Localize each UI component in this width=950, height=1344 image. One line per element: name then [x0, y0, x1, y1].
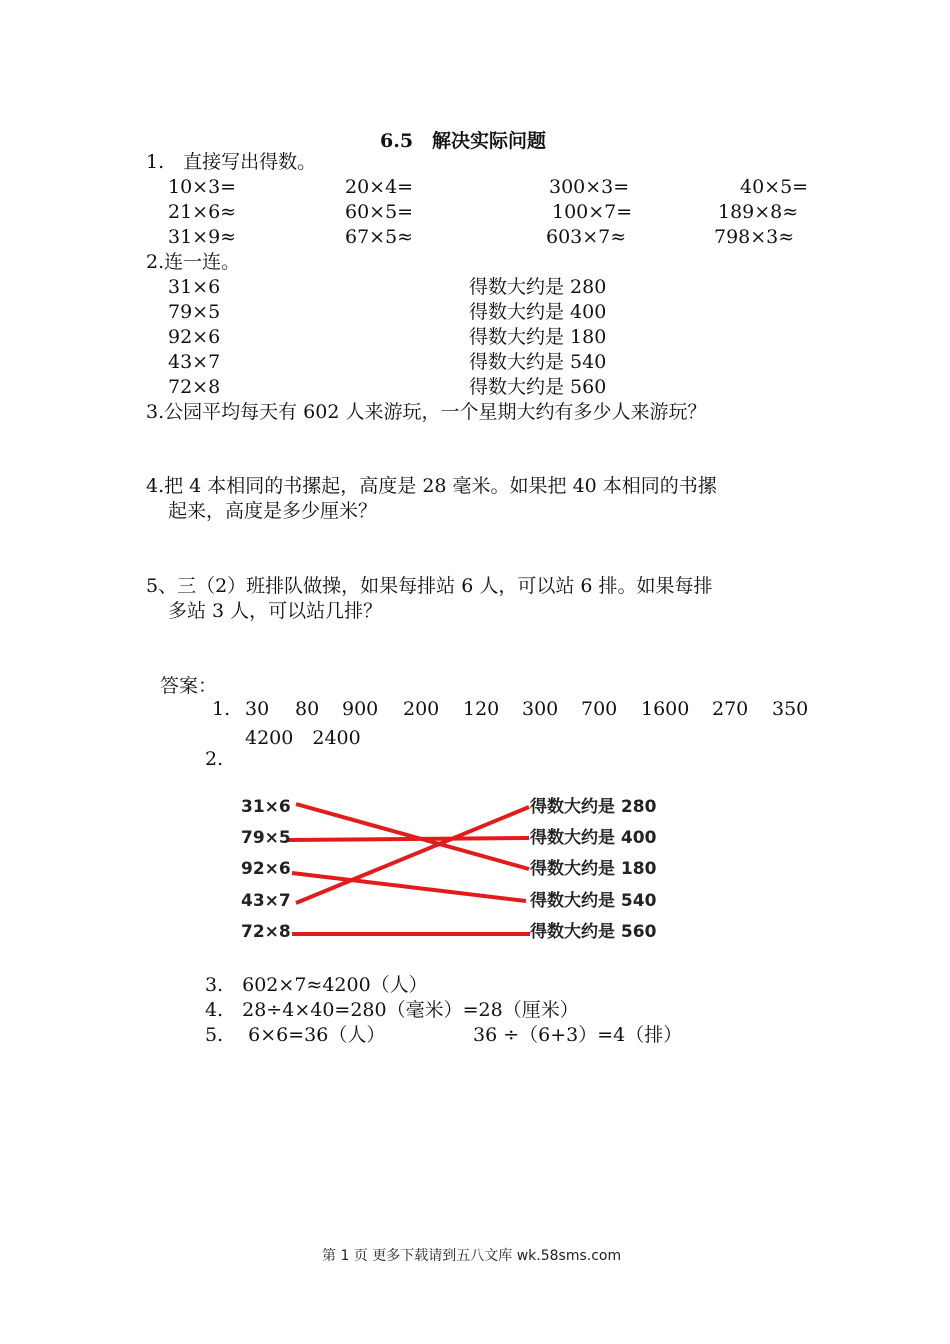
answer2-estimate: 得数大约是 180 [530, 859, 657, 879]
q1-item: 100×7= [552, 201, 633, 223]
q1-item: 20×4= [345, 176, 414, 198]
q5-line2: 多站 3 人，可以站几排？ [168, 600, 383, 622]
answer1-value: 300 [522, 698, 559, 720]
answer1-value: 700 [581, 698, 618, 720]
answer4: 4. 28÷4×40=280（毫米）=28（厘米） [205, 999, 579, 1021]
answer5-part1: 5. 6×6=36（人） [205, 1024, 386, 1046]
answers-heading: 答案： [160, 675, 218, 697]
q4-line2: 起来，高度是多少厘米？ [168, 500, 378, 522]
q2-estimate: 得数大约是 540 [469, 351, 607, 373]
answer1-value: 30 [245, 698, 270, 720]
answer1-value: 200 [403, 698, 440, 720]
page-footer: 第 1 页 更多下载请到五八文库 wk.58sms.com [322, 1248, 622, 1264]
answer2-expression: 31×6 [241, 797, 291, 817]
q3-text: 3.公园平均每天有 602 人来游玩，一个星期大约有多少人来游玩？ [146, 401, 707, 423]
q2-heading: 2.连一连。 [146, 251, 241, 273]
answer2-matching-diagram [230, 785, 690, 950]
q1-item: 31×9≈ [168, 226, 237, 248]
q1-item: 60×5= [345, 201, 414, 223]
q2-expression: 43×7 [168, 351, 221, 373]
q2-expression: 79×5 [168, 301, 221, 323]
q2-estimate: 得数大约是 560 [469, 376, 607, 398]
q2-estimate: 得数大约是 280 [469, 276, 607, 298]
answer2-expression: 92×6 [241, 859, 291, 879]
match-line [288, 838, 529, 840]
q2-estimate: 得数大约是 180 [469, 326, 607, 348]
q1-item: 21×6≈ [168, 201, 237, 223]
page-title: 6.5 解决实际问题 [380, 130, 547, 152]
q1-item: 10×3= [168, 176, 237, 198]
answer2-expression: 72×8 [241, 922, 291, 942]
answer5-part2: 36 ÷（6+3）=4（排） [473, 1024, 683, 1046]
match-line [292, 873, 526, 901]
q2-expression: 31×6 [168, 276, 221, 298]
answer1-value: 350 [772, 698, 809, 720]
answer2-expression: 43×7 [241, 891, 291, 911]
answer2-left-labels [241, 797, 291, 942]
q1-item: 603×7≈ [546, 226, 627, 248]
q2-expression: 72×8 [168, 376, 221, 398]
q1-item: 300×3= [549, 176, 630, 198]
answer1-value: 1600 [641, 698, 690, 720]
answer2-estimate: 得数大约是 560 [530, 922, 657, 942]
q1-item: 40×5= [740, 176, 809, 198]
answer2-estimate: 得数大约是 400 [530, 828, 657, 848]
q1-item: 798×3≈ [714, 226, 795, 248]
answer2-match-lines [288, 804, 530, 934]
answer1-line2: 4200 2400 [245, 727, 361, 749]
answer2-right-labels [530, 796, 657, 942]
answer1-value: 120 [463, 698, 500, 720]
q5-line1: 5、三（2）班排队做操，如果每排站 6 人，可以站 6 排。如果每排 [146, 575, 713, 597]
q1-heading: 1. 直接写出得数。 [146, 151, 317, 173]
answer1-value: 900 [342, 698, 379, 720]
answer2-estimate: 得数大约是 280 [530, 797, 657, 817]
q1-item: 189×8≈ [718, 201, 799, 223]
answer1-number: 1. [212, 698, 231, 720]
answer1-value: 270 [712, 698, 749, 720]
answer2-number: 2. [205, 748, 224, 770]
answer2-expression: 79×5 [241, 828, 291, 848]
q2-estimate: 得数大约是 400 [469, 301, 607, 323]
q4-line1: 4.把 4 本相同的书摞起，高度是 28 毫米。如果把 40 本相同的书摞 [146, 475, 717, 497]
answer3: 3. 602×7≈4200（人） [205, 974, 428, 996]
answer1-value: 80 [295, 698, 320, 720]
q2-expression: 92×6 [168, 326, 221, 348]
answer2-estimate: 得数大约是 540 [530, 891, 657, 911]
q1-item: 67×5≈ [345, 226, 414, 248]
